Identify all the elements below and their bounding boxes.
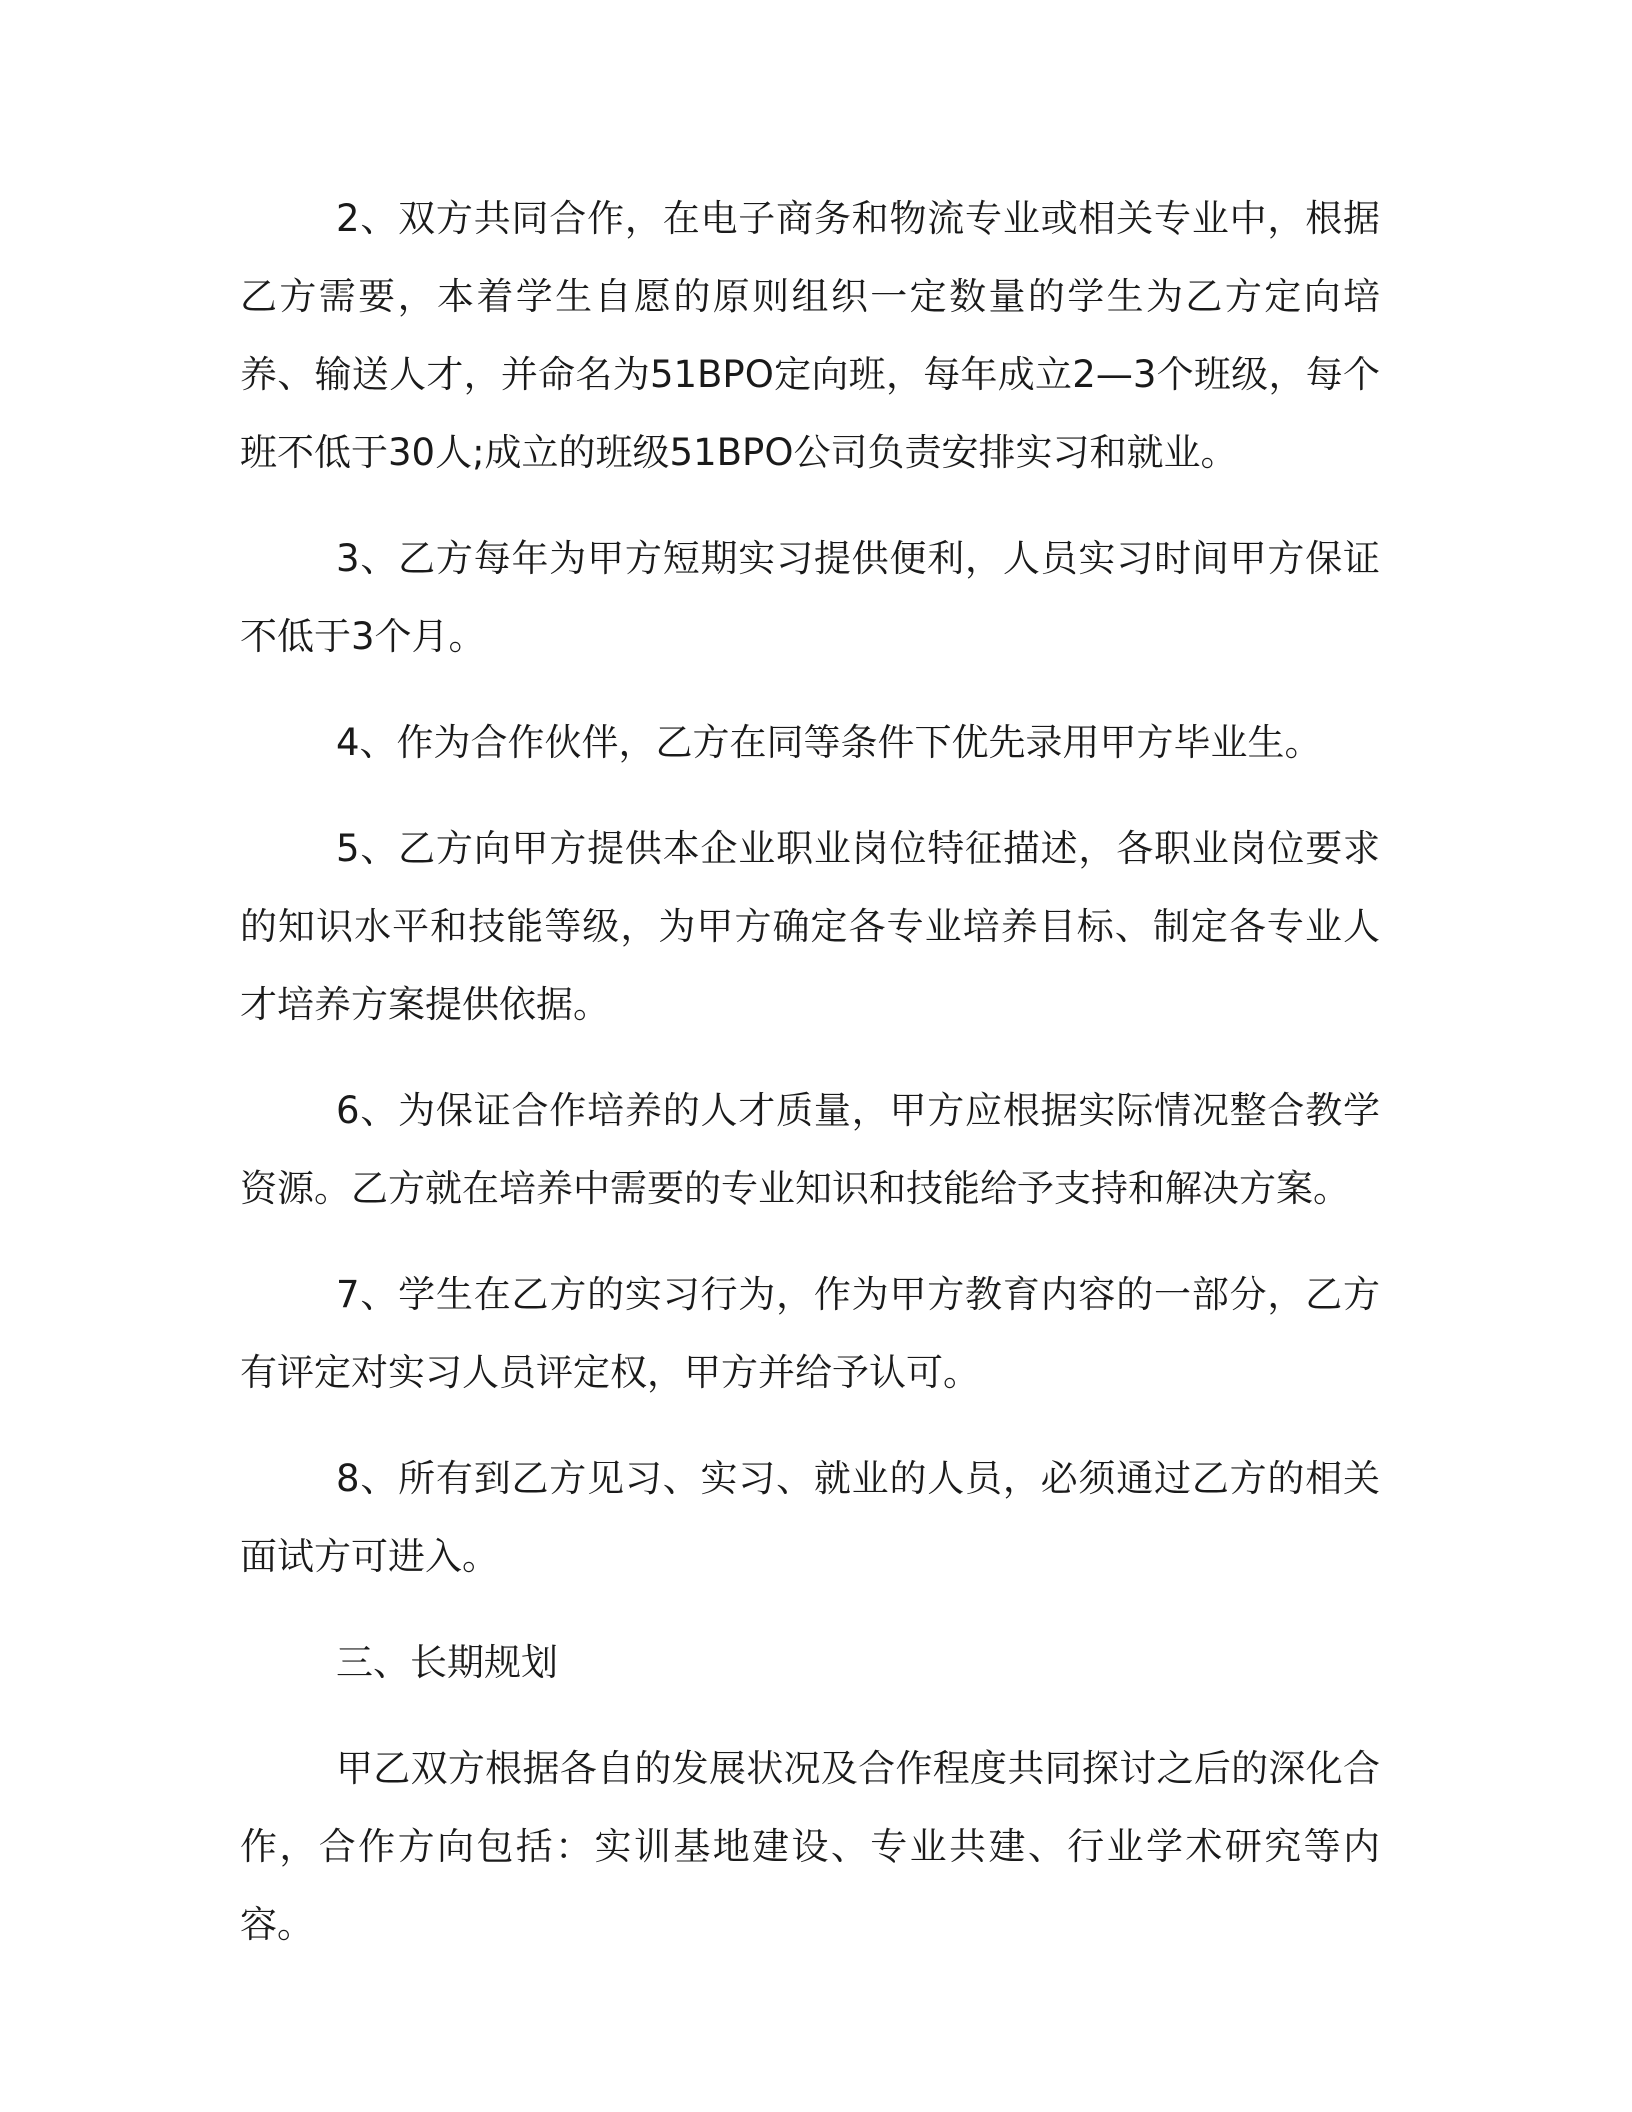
clause-6: 6、为保证合作培养的人才质量，甲方应根据实际情况整合教学资源。乙方就在培养中需要的专业知识和技能给予支持和解决方案。 xyxy=(240,1089,1380,1210)
clause-3: 3、乙方每年为甲方短期实习提供便利，人员实习时间甲方保证不低于3个月。 xyxy=(240,537,1380,658)
closing-paragraph: 甲乙双方根据各自的发展状况及合作程度共同探讨之后的深化合作，合作方向包括：实训基地建设、专业共建、行业学术研究等内容。 xyxy=(240,1747,1380,1946)
clause-5: 5、乙方向甲方提供本企业职业岗位特征描述，各职业岗位要求的知识水平和技能等级，为甲方确定各专业培养目标、制定各专业人才培养方案提供依据。 xyxy=(240,827,1380,1026)
clause-7: 7、学生在乙方的实习行为，作为甲方教育内容的一部分，乙方有评定对实习人员评定权，甲方并给予认可。 xyxy=(240,1273,1380,1394)
clause-8: 8、所有到乙方见习、实习、就业的人员，必须通过乙方的相关面试方可进入。 xyxy=(240,1457,1380,1578)
clause-2: 2、双方共同合作，在电子商务和物流专业或相关专业中，根据乙方需要，本着学生自愿的原则组织一定数量的学生为乙方定向培养、输送人才，并命名为51BPO定向班，每年成立2—3个班级，每个班不低于30人;成立的班级51BPO公司负责安排实习和就业。 xyxy=(240,197,1380,474)
clause-4: 4、作为合作伙伴，乙方在同等条件下优先录用甲方毕业生。 xyxy=(336,721,1322,764)
document-body xyxy=(240,180,1380,1992)
section-heading: 三、长期规划 xyxy=(336,1641,558,1684)
